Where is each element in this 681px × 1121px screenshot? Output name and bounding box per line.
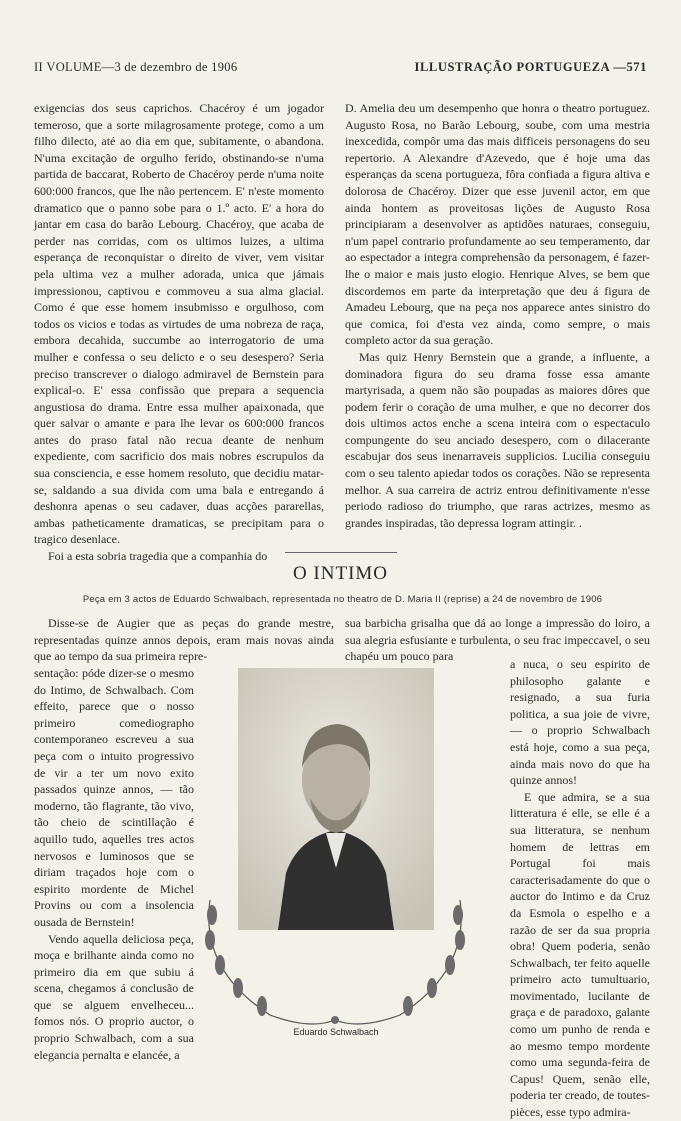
volume-label: VOLUME [46, 60, 102, 74]
running-header [34, 60, 647, 75]
article-right-column [510, 656, 650, 1121]
paragraph: a nuca, o seu espirito de philosopho galante e resignado, a sua furia politica, a sua joie de vivre, — o proprio Schwalbach está hoje, como a sua peça, ainda mais novo do que ha quinze annos! [510, 657, 650, 788]
paragraph: D. Amelia deu um desempenho que honra o theatro portuguez. Augusto Rosa, no Barão Lebourg, soube, com uma mestria inexcedida, compôr uma das mais difficeis personagens do seu repertorio. A Alexandre d'Azevedo, que é hoje uma das esperanças da scena portugueza, fôra confiada a figura altiva e dolorosa de Chacéroy. Dizer que esse juvenil actor, em que ainda hontem as proveitosas lições de Augusto Rosa principiaram a desenvolver as aptidões naturaes, conseguiu, n'um papel contrario profundamente ao seu temperamento, dar ao espectador a integra comprehensão da personagem, é fazer-lhe o maior e mais justo elogio. Henrique Alves, se bem que discordemos em parte da interpretação que deu á figura de Amadeu Lebourg, que na peça nos apparece antes sinistro do que comica, foi d'esta vez ainda, como sempre, o mais completo actor da sua geração. [345, 101, 650, 348]
paragraph: Mas quiz Henry Bernstein que a grande, a influente, a dominadora figura do seu drama fosse essa amante martyrisada, a quem não são poupadas as maiores dôres que podem ferir o coração de uma mulher, e que no decorrer dos dois ultimos actos enche a scena inteira com o espectaculo compungente do seu anciado desespero, com o dilacerante escabujar dos seus inenarraveis supplicios. Lucilia conseguiu com o seu talento apiedar todos os corações. Não se representa melhor. A sua carreira de actriz entrou definitivamente n'esse periodo radioso do triumpho, que raras actrizes, mesmo as grandes inspiradas, tão depressa logram attingir. . [345, 349, 650, 530]
header-left [34, 60, 237, 75]
paragraph: Disse-se de Augier que as peças do grande mestre, representadas quinze annos depois, eram mais novas ainda que ao tempo da sua primeira repre- [34, 616, 334, 664]
section-divider [285, 552, 397, 553]
paragraph: E que admira, se a sua litteratura é elle, se elle é a sua litteratura, se nenhum homem de lettras em Portugal foi mais caracterisadamente do que o auctor do Intimo e da Cruz da Esmola o espelho e a razão de ser da sua propria obra! Quem poderia, senão Schwalbach, ter feito aquelle primeiro acto tumultuario, movimentado, lucilante de graça e de paradoxo, galante como um punho de renda e ao mesmo tempo mordente como uma segunda-feira de Capus! Quem, senão elle, poderia ter creado, de toutes-pièces, esse typo admira- [510, 789, 650, 1120]
paragraph: exigencias dos seus caprichos. Chacéroy é um jogador temeroso, que a sorte milagrosamente protege, como a um filho dilecto, até ao dia em que, subitamente, o abandona. N'uma excitação de orgulho ferido, obstinando-se n'uma partida de baccarat, Roberto de Chacéroy perde n'uma noite 600:000 francos, que lhe não pertencem. E' n'este momento dramatico que o panno sobe para o 1.º acto. E' a hora do jantar em casa do barão Lebourg. Chacéroy, que acaba de perder nas corridas, com os ultimos luizes, a ultima esperança de reconquistar o direito de viver, vem visitar pela ultima vez a mulher adorada, unica que jámais impressionou, captivou e commoveu a sua alma glacial. Como é que esse homem insubmisso e orgulhoso, com todos os vicios e todas as virtudes de uma nobreza de raça, embora decahida, succumbe ao interrogatorio de uma mulher e confessa o seu delicto e o seu desespero? Seria preciso transcrever o dialogo admiravel de Bernstein para explical-o. E' essa confissão que prepara a sequencia angustiosa do drama. Entre essa mulher apaixonada, que quer salvar o amante e para lhe levar os 600:000 francos antes do praso fatal não recua deante de nenhum expediente, com sacrificio dos mais nobres escrupulos da sua consciencia, e esse homem resoluto, que decidiu matar-se, saldando a sua divida com uma bala e entregando á deshonra apenas o seu cadaver, duas acções pararellas, ambas patheticamente dramaticas, se precipitam para o tragico desenlace. [34, 101, 324, 547]
top-right-column [345, 100, 650, 531]
top-left-column [34, 100, 324, 565]
portrait-caption: Eduardo Schwalbach [293, 1027, 379, 1037]
paragraph: Vendo aquella deliciosa peça, moça e brilhante ainda como no primeiro dia em que subiu á scena, chegamos á conclusão de que se alguem envelheceu... fomos nós. O proprio auctor, o proprio Schwalbach, com a sua elegancia pernalta e elancée, a [34, 931, 194, 1062]
paragraph: Foi a esta sobria tragedia que a companhia do [48, 549, 268, 564]
article-left-column [34, 665, 194, 1063]
laurel-wreath-ornament [190, 880, 480, 1030]
volume-number: II [34, 60, 43, 74]
paragraph: sentação: póde dizer-se o mesmo do Intimo, de Schwalbach. Com effeito, parece que o nosso primeiro comediographo contemporaneo escreveu a sua peça com o intuito progressivo de vir a ter um novo exito passados quinze annos, — tão moderno, tão flagrante, tão vivo, tão cheio de scintillação é aquillo tudo, aquelles tres actos nervosos e luminosos que se diriam traçados hoje com o espirito mordente de Michel Provins ou com a insolencia ousada de Bernstein! [34, 666, 194, 929]
header-right: ILLUSTRAÇÃO PORTUGUEZA —571 [414, 60, 647, 74]
issue-date: —3 de dezembro de 1906 [101, 60, 238, 74]
article-lead [34, 615, 334, 665]
article-title: O INTIMO [292, 563, 389, 584]
article-subtitle: Peça em 3 actos de Eduardo Schwalbach, representada no theatro de D. Maria II (reprise) a 24 de novembro de 1906 [82, 594, 603, 605]
paragraph: sua barbicha grisalha que dá ao longe a impressão do loiro, a sua alegria esfusiante e turbulenta, o seu frac impeccavel, o seu chapéu um pouco para [345, 616, 650, 664]
